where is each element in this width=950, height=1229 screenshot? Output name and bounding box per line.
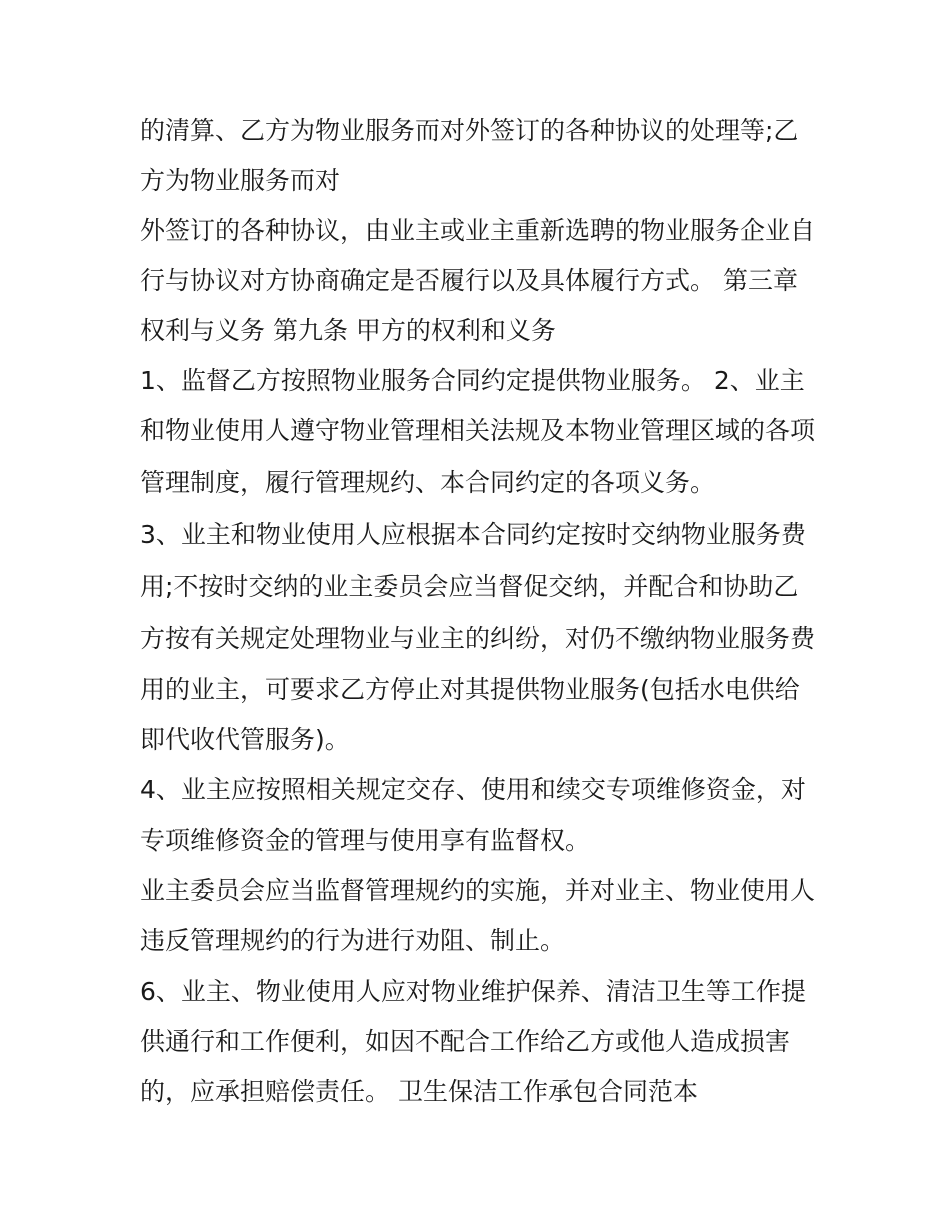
text-line: 外签订的各种协议，由业主或业主重新选聘的物业服务企业自	[140, 216, 816, 245]
text-line: 的清算、乙方为物业服务而对外签订的各种协议的处理等;乙	[140, 116, 799, 145]
text-line: 业主委员会应当监督管理规约的实施，并对业主、物业使用人	[140, 876, 816, 905]
text-line: 方按有关规定处理物业与业主的纠纷，对仍不缴纳物业服务费	[140, 624, 816, 653]
text-line: 4、业主应按照相关规定交存、使用和续交专项维修资金，对	[140, 775, 806, 804]
text-line: 用;不按时交纳的业主委员会应当督促交纳，并配合和协助乙	[140, 572, 799, 601]
text-line: 专项维修资金的管理与使用享有监督权。	[140, 826, 591, 855]
text-line: 供通行和工作便利，如因不配合工作给乙方或他人造成损害	[140, 1027, 791, 1056]
text-line: 行与协议对方协商确定是否履行以及具体履行方式。 第三章	[140, 266, 798, 295]
text-line: 6、业主、物业使用人应对物业维护保养、清洁卫生等工作提	[140, 977, 806, 1006]
text-line: 管理制度，履行管理规约、本合同约定的各项义务。	[140, 468, 716, 497]
text-line: 3、业主和物业使用人应根据本合同约定按时交纳物业服务费	[140, 520, 806, 549]
text-line: 和物业使用人遵守物业管理相关法规及本物业管理区域的各项	[140, 416, 816, 445]
text-line: 即代收代管服务)。	[140, 725, 350, 754]
text-line: 1、监督乙方按照物业服务合同约定提供物业服务。 2、业主	[140, 366, 805, 395]
text-line: 的，应承担赔偿责任。 卫生保洁工作承包合同范本	[140, 1077, 698, 1106]
text-line: 方为物业服务而对	[140, 166, 341, 195]
text-line: 用的业主，可要求乙方停止对其提供物业服务(包括水电供给	[140, 675, 800, 704]
text-line: 违反管理规约的行为进行劝阻、制止。	[140, 926, 566, 955]
text-line: 权利与义务 第九条 甲方的权利和义务	[140, 316, 556, 345]
